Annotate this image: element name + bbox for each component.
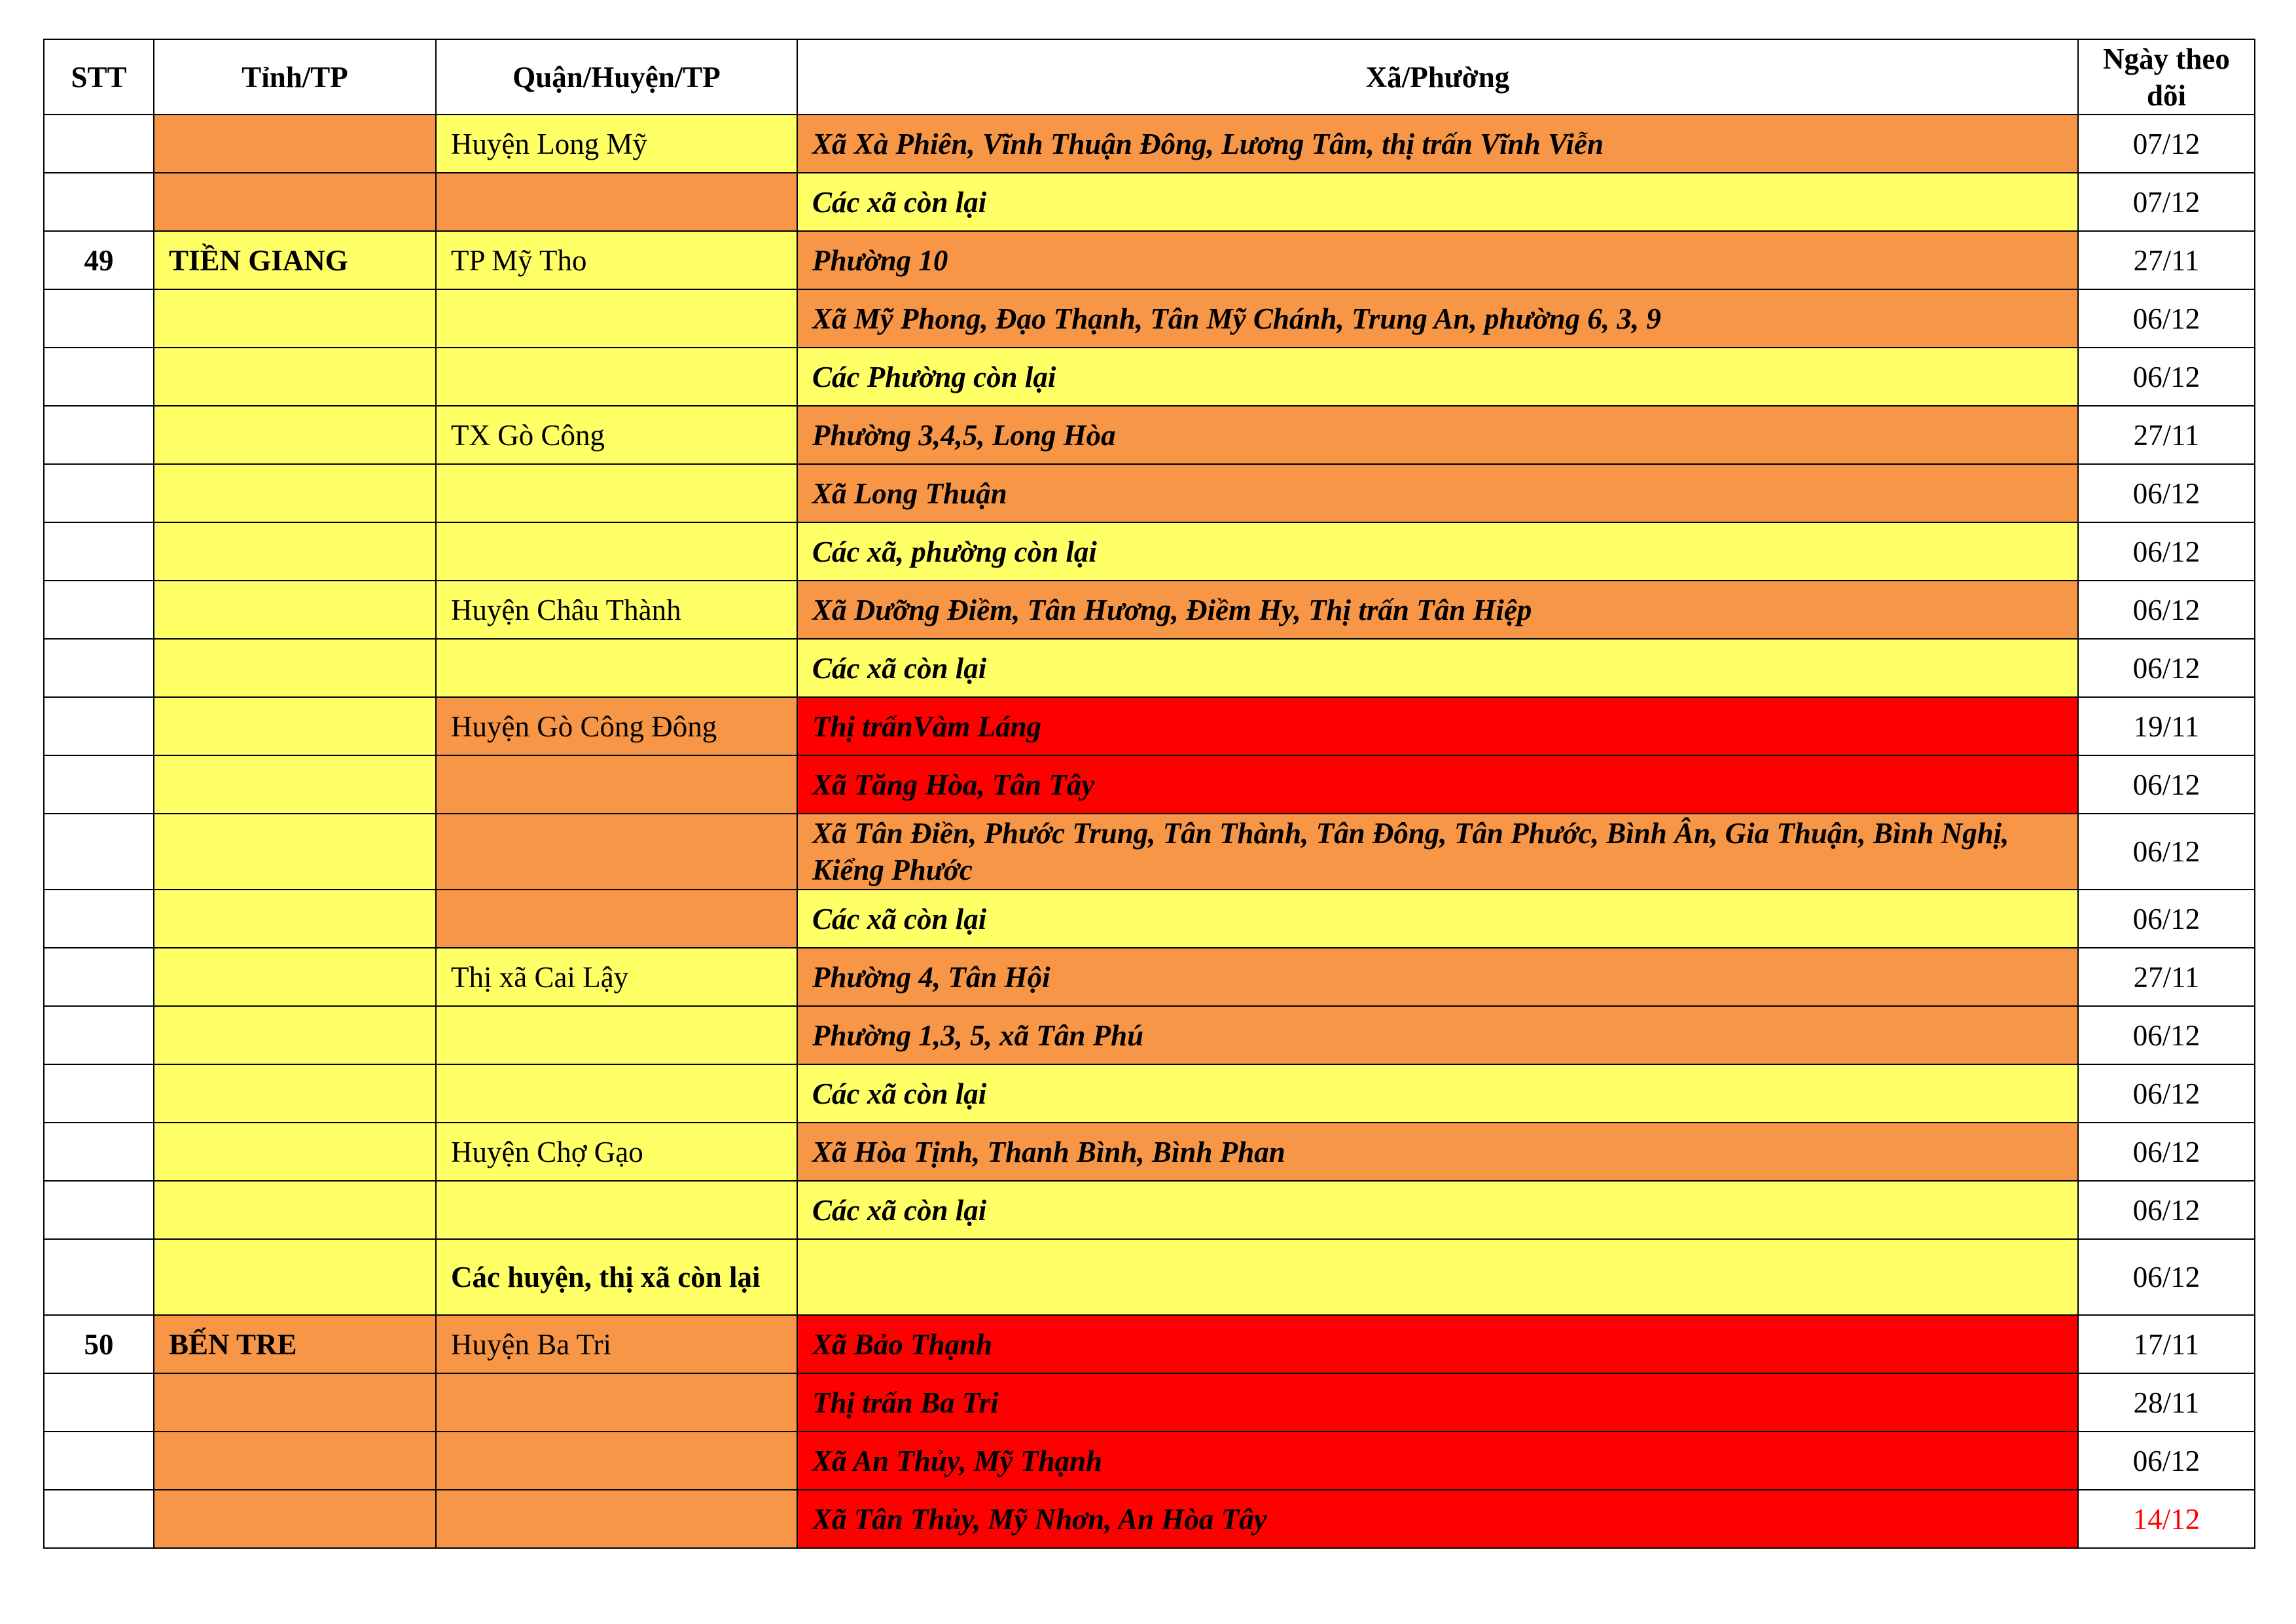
header-stt: STT bbox=[44, 39, 154, 115]
cell-ward bbox=[797, 1239, 2078, 1315]
cell-district bbox=[436, 755, 797, 814]
table-row bbox=[44, 522, 2255, 581]
cell-province bbox=[154, 1181, 436, 1239]
cell-province: BẾN TRE bbox=[154, 1315, 436, 1373]
cell-stt bbox=[44, 289, 154, 348]
cell-stt bbox=[44, 173, 154, 231]
cell-ward: Xã Hòa Tịnh, Thanh Bình, Bình Phan bbox=[797, 1123, 2078, 1181]
cell-stt bbox=[44, 1490, 154, 1548]
cell-district: Huyện Long Mỹ bbox=[436, 115, 797, 173]
cell-ward: Xã Tân Điền, Phước Trung, Tân Thành, Tân Đông, Tân Phước, Bình Ân, Gia Thuận, Bình Nghị, Kiểng Phước bbox=[797, 814, 2078, 890]
table-row bbox=[44, 639, 2255, 697]
cell-stt bbox=[44, 755, 154, 814]
tracking-table bbox=[43, 39, 2255, 1549]
cell-stt bbox=[44, 1123, 154, 1181]
cell-stt bbox=[44, 406, 154, 464]
cell-district: Huyện Gò Công Đông bbox=[436, 697, 797, 755]
cell-stt bbox=[44, 1181, 154, 1239]
cell-province bbox=[154, 639, 436, 697]
cell-province bbox=[154, 522, 436, 581]
table-row bbox=[44, 1490, 2255, 1548]
cell-district: TX Gò Công bbox=[436, 406, 797, 464]
cell-ward: Xã Long Thuận bbox=[797, 464, 2078, 522]
cell-ward: Các xã còn lại bbox=[797, 1181, 2078, 1239]
cell-stt bbox=[44, 890, 154, 948]
cell-ward: Xã Tăng Hòa, Tân Tây bbox=[797, 755, 2078, 814]
cell-date: 06/12 bbox=[2078, 289, 2255, 348]
cell-province bbox=[154, 173, 436, 231]
cell-district: Huyện Chợ Gạo bbox=[436, 1123, 797, 1181]
cell-stt bbox=[44, 115, 154, 173]
cell-district bbox=[436, 348, 797, 406]
table-row bbox=[44, 697, 2255, 755]
table-row bbox=[44, 1239, 2255, 1315]
cell-district bbox=[436, 173, 797, 231]
cell-stt bbox=[44, 1006, 154, 1064]
cell-district bbox=[436, 522, 797, 581]
cell-stt: 49 bbox=[44, 231, 154, 289]
cell-date: 07/12 bbox=[2078, 115, 2255, 173]
table-row bbox=[44, 890, 2255, 948]
cell-province bbox=[154, 1432, 436, 1490]
cell-district bbox=[436, 1490, 797, 1548]
header-province: Tỉnh/TP bbox=[154, 39, 436, 115]
cell-ward: Các xã còn lại bbox=[797, 173, 2078, 231]
cell-date: 06/12 bbox=[2078, 581, 2255, 639]
cell-date: 27/11 bbox=[2078, 406, 2255, 464]
header-ward: Xã/Phường bbox=[797, 39, 2078, 115]
cell-ward: Phường 10 bbox=[797, 231, 2078, 289]
cell-district bbox=[436, 890, 797, 948]
cell-district bbox=[436, 1432, 797, 1490]
cell-stt bbox=[44, 948, 154, 1006]
cell-ward: Các Phường còn lại bbox=[797, 348, 2078, 406]
cell-ward: Các xã còn lại bbox=[797, 890, 2078, 948]
table-row bbox=[44, 1373, 2255, 1432]
cell-ward: Phường 3,4,5, Long Hòa bbox=[797, 406, 2078, 464]
table-row bbox=[44, 231, 2255, 289]
cell-ward: Xã Mỹ Phong, Đạo Thạnh, Tân Mỹ Chánh, Trung An, phường 6, 3, 9 bbox=[797, 289, 2078, 348]
cell-date: 06/12 bbox=[2078, 464, 2255, 522]
table-row bbox=[44, 581, 2255, 639]
cell-province bbox=[154, 406, 436, 464]
cell-district bbox=[436, 464, 797, 522]
cell-ward: Xã Xà Phiên, Vĩnh Thuận Đông, Lương Tâm, thị trấn Vĩnh Viễn bbox=[797, 115, 2078, 173]
table-row bbox=[44, 348, 2255, 406]
cell-stt bbox=[44, 348, 154, 406]
cell-ward: Xã Bảo Thạnh bbox=[797, 1315, 2078, 1373]
cell-stt bbox=[44, 1064, 154, 1123]
cell-date: 06/12 bbox=[2078, 639, 2255, 697]
table-row bbox=[44, 1432, 2255, 1490]
cell-stt bbox=[44, 464, 154, 522]
header-district: Quận/Huyện/TP bbox=[436, 39, 797, 115]
table-body bbox=[44, 115, 2255, 1548]
cell-date: 27/11 bbox=[2078, 231, 2255, 289]
cell-stt bbox=[44, 1373, 154, 1432]
cell-stt bbox=[44, 814, 154, 890]
cell-district bbox=[436, 1181, 797, 1239]
cell-province bbox=[154, 1239, 436, 1315]
cell-date: 06/12 bbox=[2078, 1432, 2255, 1490]
cell-date: 06/12 bbox=[2078, 1123, 2255, 1181]
cell-date: 14/12 bbox=[2078, 1490, 2255, 1548]
cell-province bbox=[154, 581, 436, 639]
cell-ward: Xã Tân Thủy, Mỹ Nhơn, An Hòa Tây bbox=[797, 1490, 2078, 1548]
cell-district bbox=[436, 639, 797, 697]
cell-ward: Các xã còn lại bbox=[797, 1064, 2078, 1123]
cell-date: 19/11 bbox=[2078, 697, 2255, 755]
cell-district bbox=[436, 1373, 797, 1432]
table-row bbox=[44, 1123, 2255, 1181]
cell-district: Huyện Ba Tri bbox=[436, 1315, 797, 1373]
cell-date: 07/12 bbox=[2078, 173, 2255, 231]
cell-district bbox=[436, 1064, 797, 1123]
cell-district bbox=[436, 814, 797, 890]
table-row bbox=[44, 173, 2255, 231]
cell-date: 28/11 bbox=[2078, 1373, 2255, 1432]
cell-district: Huyện Châu Thành bbox=[436, 581, 797, 639]
table-row bbox=[44, 1315, 2255, 1373]
table-row bbox=[44, 115, 2255, 173]
cell-date: 06/12 bbox=[2078, 814, 2255, 890]
cell-stt bbox=[44, 581, 154, 639]
cell-date: 06/12 bbox=[2078, 755, 2255, 814]
cell-ward: Phường 4, Tân Hội bbox=[797, 948, 2078, 1006]
table-row bbox=[44, 464, 2255, 522]
cell-province bbox=[154, 697, 436, 755]
cell-ward: Xã Dưỡng Điềm, Tân Hương, Điềm Hy, Thị trấn Tân Hiệp bbox=[797, 581, 2078, 639]
cell-province bbox=[154, 289, 436, 348]
cell-province bbox=[154, 1006, 436, 1064]
cell-stt bbox=[44, 1432, 154, 1490]
cell-province bbox=[154, 814, 436, 890]
cell-province bbox=[154, 115, 436, 173]
cell-province bbox=[154, 1490, 436, 1548]
cell-province bbox=[154, 948, 436, 1006]
cell-stt bbox=[44, 1239, 154, 1315]
cell-province: TIỀN GIANG bbox=[154, 231, 436, 289]
cell-province bbox=[154, 464, 436, 522]
cell-province bbox=[154, 348, 436, 406]
cell-stt: 50 bbox=[44, 1315, 154, 1373]
cell-date: 06/12 bbox=[2078, 1064, 2255, 1123]
cell-ward: Các xã, phường còn lại bbox=[797, 522, 2078, 581]
cell-stt bbox=[44, 639, 154, 697]
cell-date: 06/12 bbox=[2078, 890, 2255, 948]
header-row bbox=[44, 39, 2255, 115]
table-row bbox=[44, 755, 2255, 814]
cell-ward: Phường 1,3, 5, xã Tân Phú bbox=[797, 1006, 2078, 1064]
table-row bbox=[44, 948, 2255, 1006]
cell-date: 06/12 bbox=[2078, 1006, 2255, 1064]
cell-district: Thị xã Cai Lậy bbox=[436, 948, 797, 1006]
table-row bbox=[44, 406, 2255, 464]
cell-ward: Thị trấn Ba Tri bbox=[797, 1373, 2078, 1432]
cell-date: 17/11 bbox=[2078, 1315, 2255, 1373]
cell-province bbox=[154, 755, 436, 814]
cell-province bbox=[154, 890, 436, 948]
header-date: Ngày theo dõi bbox=[2078, 39, 2255, 115]
cell-date: 06/12 bbox=[2078, 1181, 2255, 1239]
table-row bbox=[44, 814, 2255, 890]
cell-date: 06/12 bbox=[2078, 348, 2255, 406]
cell-ward: Xã An Thủy, Mỹ Thạnh bbox=[797, 1432, 2078, 1490]
cell-district bbox=[436, 289, 797, 348]
cell-stt bbox=[44, 697, 154, 755]
table-row bbox=[44, 289, 2255, 348]
cell-province bbox=[154, 1064, 436, 1123]
table-row bbox=[44, 1181, 2255, 1239]
cell-district bbox=[436, 1006, 797, 1064]
cell-stt bbox=[44, 522, 154, 581]
table-row bbox=[44, 1006, 2255, 1064]
table-row bbox=[44, 1064, 2255, 1123]
cell-province bbox=[154, 1123, 436, 1181]
cell-date: 27/11 bbox=[2078, 948, 2255, 1006]
cell-district: Các huyện, thị xã còn lại bbox=[436, 1239, 797, 1315]
cell-date: 06/12 bbox=[2078, 522, 2255, 581]
cell-date: 06/12 bbox=[2078, 1239, 2255, 1315]
cell-ward: Các xã còn lại bbox=[797, 639, 2078, 697]
cell-province bbox=[154, 1373, 436, 1432]
cell-ward: Thị trấnVàm Láng bbox=[797, 697, 2078, 755]
cell-district: TP Mỹ Tho bbox=[436, 231, 797, 289]
